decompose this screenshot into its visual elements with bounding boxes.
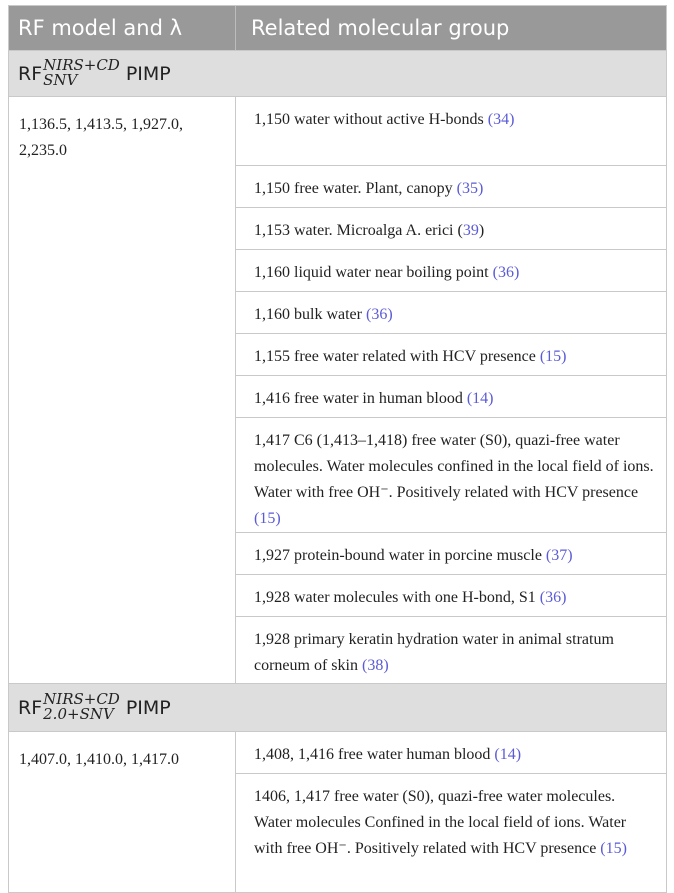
table-row: 1406, 1,417 free water (S0), quazi-free water molecules. Water molecules Confined in the local field of ions. Water with free OH⁻. Positively related with HCV presence (15) (254, 788, 627, 857)
section-prefix: RF (18, 62, 43, 85)
reference-link[interactable]: (38) (361, 657, 389, 674)
header-rf-model: RF model and λ (9, 6, 236, 50)
reference-link[interactable]: (36) (539, 589, 567, 606)
reference-link[interactable]: (35) (456, 180, 484, 197)
table-row: 1,408, 1,416 free water human blood (14) (236, 732, 666, 774)
section-heading (9, 684, 666, 732)
table-row: 1,150 water without active H-bonds (34) (236, 97, 666, 166)
reference-link[interactable]: (34) (487, 111, 515, 128)
section-suffix: PIMP (125, 696, 171, 719)
header-molecular-group: Related molecular group (251, 16, 510, 40)
molecular-group-list (236, 97, 666, 683)
reference-link[interactable]: (36) (492, 264, 520, 281)
section-subscript: 2.0+SNV (43, 704, 114, 723)
table-header (9, 6, 666, 50)
section-prefix: RF (18, 696, 43, 719)
molecular-group-list (236, 732, 666, 892)
section-scripts (43, 55, 120, 89)
section-heading (9, 50, 666, 97)
section-suffix: PIMP (125, 62, 171, 85)
reference-link[interactable]: (36) (365, 306, 393, 323)
table-row: 1,155 free water related with HCV presence (15) (236, 334, 666, 376)
reference-link[interactable]: (37) (545, 547, 573, 564)
table-group (9, 732, 666, 892)
table-row: 1,928 primary keratin hydration water in animal stratum corneum of skin (38) (254, 631, 614, 674)
reference-link[interactable]: (14) (494, 746, 522, 763)
section-superscript: NIRS+CD (43, 55, 120, 74)
reference-link[interactable]: (15) (539, 348, 567, 365)
reference-link[interactable]: (15) (600, 840, 627, 857)
wavelength-line: 1,136.5, 1,413.5, 1,927.0, (19, 116, 183, 133)
table-row: 1,927 protein-bound water in porcine muscle (37) (236, 533, 666, 575)
table-row: 1,160 liquid water near boiling point (36) (236, 250, 666, 292)
section-subscript: SNV (43, 70, 78, 89)
section-superscript: NIRS+CD (43, 689, 120, 708)
table-row: 1,150 free water. Plant, canopy (35) (236, 166, 666, 208)
table-group (9, 97, 666, 684)
table-row: 1,417 C6 (1,413–1,418) free water (S0), quazi-free water molecules. Water molecules confined in the local field of ions. Water with free OH⁻. Positively related with HCV presence (15) (236, 418, 666, 533)
data-table (8, 5, 667, 893)
table-row: 1,160 bulk water (36) (236, 292, 666, 334)
table-row: 1,928 water molecules with one H-bond, S1 (36) (236, 575, 666, 617)
wavelength-line: 1,407.0, 1,410.0, 1,417.0 (19, 751, 179, 768)
reference-link[interactable]: 39 (462, 222, 479, 239)
table-row: 1,416 free water in human blood (14) (236, 376, 666, 418)
wavelength-line: 2,235.0 (19, 142, 67, 159)
table-row: 1,153 water. Microalga A. erici (39) (236, 208, 666, 250)
reference-link[interactable]: (14) (466, 390, 494, 407)
reference-link[interactable]: (15) (254, 510, 281, 527)
section-scripts (43, 689, 120, 723)
wavelength-cell (9, 97, 236, 683)
wavelength-cell (9, 732, 236, 892)
